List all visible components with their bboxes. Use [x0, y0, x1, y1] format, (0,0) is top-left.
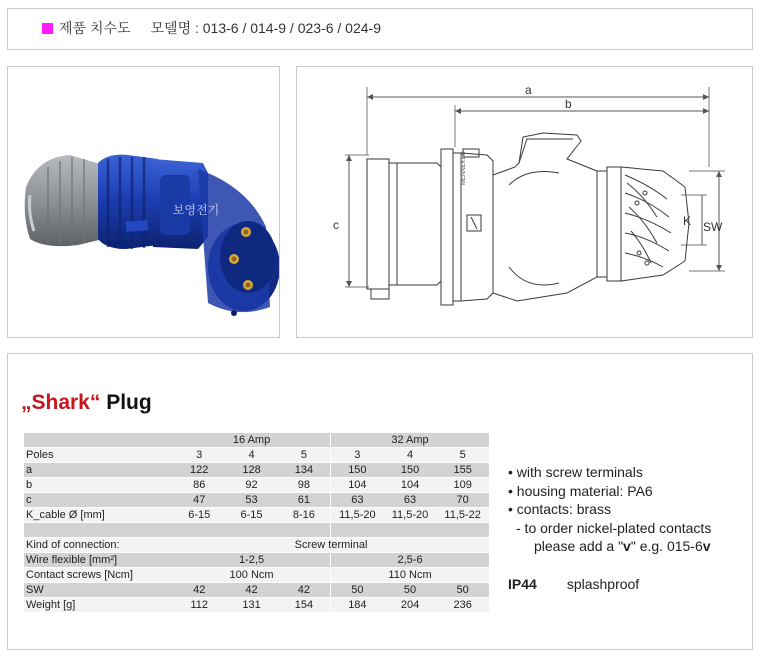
table-row: Kind of connection: Screw terminal — [24, 538, 489, 552]
list-item: • contacts: brass — [508, 501, 611, 517]
list-item: • housing material: PA6 — [508, 482, 653, 499]
dim-k-label: K — [683, 214, 692, 228]
table-row: c 47 53 61 63 63 70 — [24, 493, 489, 507]
dim-a-label: a — [525, 83, 532, 97]
table-row — [24, 523, 489, 537]
title-quote-close: “ — [89, 391, 101, 414]
table-row: Weight [g] 112 131 154 184 204 236 — [24, 598, 489, 612]
product-photo — [7, 66, 280, 338]
list-item: please add a "v" e.g. 015-6v — [534, 538, 711, 554]
table-row: Poles 3 4 5 3 4 5 — [24, 448, 489, 462]
svg-text:MENNEKES: MENNEKES — [461, 151, 467, 185]
list-item: • with screw terminals — [508, 464, 643, 480]
spec-table — [24, 432, 489, 613]
ip-code: IP44 — [508, 576, 537, 592]
title-rest: Plug — [106, 391, 152, 414]
table-row: a 122 128 134 150 150 155 — [24, 463, 489, 477]
square-marker-icon — [42, 23, 53, 34]
table-row: b 86 92 98 104 104 109 — [24, 478, 489, 492]
title-quote-open: „ — [21, 391, 32, 414]
list-item: - to order nickel-plated contacts — [516, 519, 712, 536]
ip-rating — [508, 576, 639, 592]
dimension-drawing — [296, 66, 753, 338]
group-16amp: 16 Amp — [173, 433, 330, 447]
dimension-drawing-svg — [297, 67, 753, 338]
header-title: 제품 치수도 — [59, 20, 131, 36]
plug-illustration — [8, 67, 280, 338]
group-32amp: 32 Amp — [330, 433, 489, 447]
table-row: Wire flexible [mm²] 1-2,5 2,5-6 — [24, 553, 489, 567]
dim-b-label: b — [565, 97, 572, 111]
table-row: K_cable Ø [mm] 6-15 6-15 8-16 11,5-20 11,5-20 11,5-22 — [24, 508, 489, 522]
table-row: Contact screws [Ncm] 100 Ncm 110 Ncm — [24, 568, 489, 582]
dim-c-label: c — [333, 218, 339, 232]
table-row: SW 42 42 42 50 50 50 — [24, 583, 489, 597]
title-brand: Shark — [31, 391, 90, 414]
model-label: 모델명 : 013-6 / 014-9 / 023-6 / 024-9 — [150, 20, 381, 36]
table-row — [24, 433, 489, 447]
spec-title — [21, 391, 152, 415]
ip-desc: splashproof — [566, 576, 640, 592]
watermark-text: 보영전기 — [172, 203, 220, 217]
spec-section — [7, 353, 753, 650]
header-title-row — [42, 18, 381, 38]
dim-sw-label: SW — [703, 220, 723, 234]
header-box — [7, 8, 753, 50]
feature-list — [508, 463, 711, 556]
